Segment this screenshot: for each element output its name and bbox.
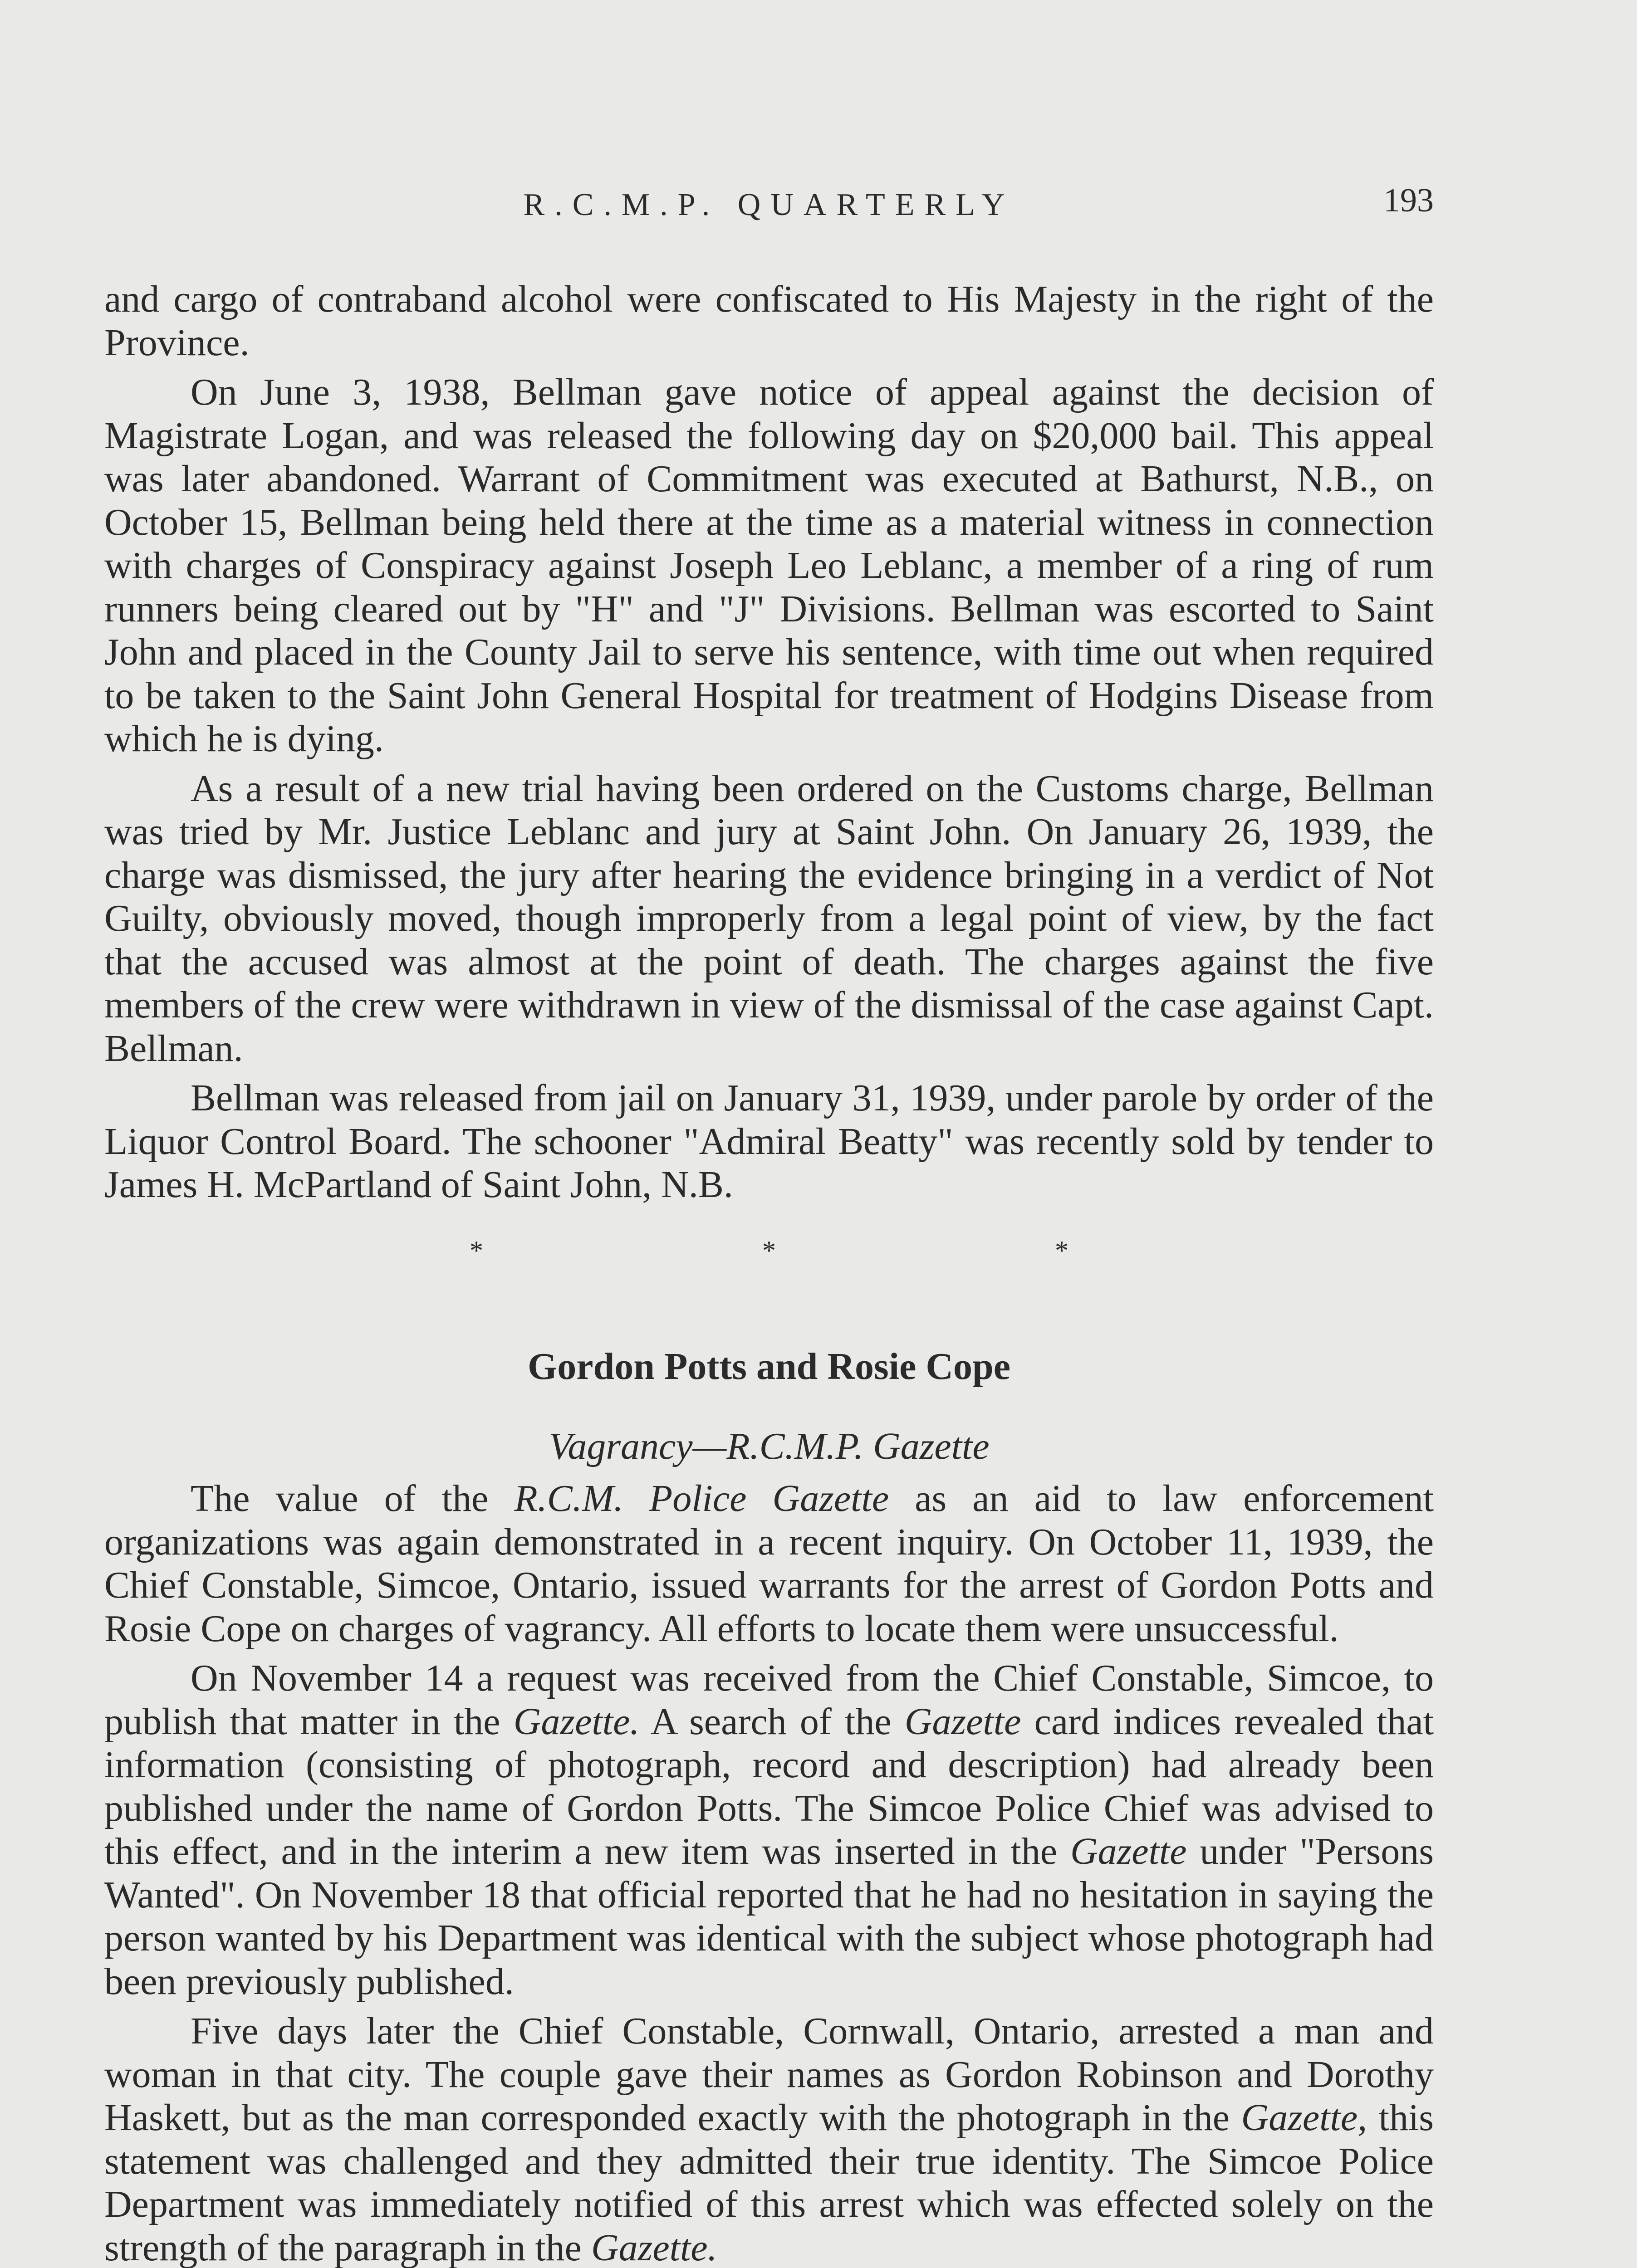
running-title: R.C.M.P. QUARTERLY [523, 187, 1015, 222]
page-header [104, 181, 1434, 231]
paragraph: The value of the R.C.M. Police Gazette as an aid to law enforcement organizations was again demonstrated in a recent inquiry. On October 11, 1939, the Chief Constable, Simcoe, Ontario, issued warrants for the arrest of Gordon Potts and Rosie Cope on charges of vagrancy. All efforts to locate them were unsuccessful. [104, 1477, 1434, 1650]
section-title: Gordon Potts and Rosie Cope [527, 1345, 1011, 1388]
paragraph: and cargo of contraband alcohol were confiscated to His Majesty in the right of the Province. [104, 278, 1434, 364]
paragraph: On November 14 a request was received from the Chief Constable, Simcoe, to publish that matter in the Gazette. A search of the Gazette card indices revealed that information (consisting of photograph, record and description) had already been published under the name of Gordon Potts. The Simcoe Police Chief was advised to this effect, and in the interim a new item was inserted in the Gazette under "Persons Wanted". On November 18 that official reported that he had no hesitation in saying the person wanted by his Department was identical with the subject whose photograph had been previously published. [104, 1657, 1434, 2003]
body-text [104, 278, 1434, 2268]
paragraph: As a result of a new trial having been ordered on the Customs charge, Bellman was tried by Mr. Justice Leblanc and jury at Saint John. On January 26, 1939, the charge was dismissed, the jury after hearing the evidence bringing in a verdict of Not Guilty, obviously moved, though improperly from a legal point of view, by the fact that the accused was almost at the point of death. The charges against the five members of the crew were withdrawn in view of the dismissal of the case against Capt. Bellman. [104, 767, 1434, 1070]
page-number: 193 [1383, 182, 1434, 219]
paragraph: Five days later the Chief Constable, Cornwall, Ontario, arrested a man and woman in that city. The couple gave their names as Gordon Robinson and Dorothy Haskett, but as the man corresponded exactly with the photograph in the Gazette, this statement was challenged and they admitted their true identity. The Simcoe Police Department was immediately notified of this arrest which was effected solely on the strength of the paragraph in the Gazette. [104, 2010, 1434, 2268]
section-subtitle: Vagrancy—R.C.M.P. Gazette [549, 1425, 990, 1467]
section-separator: * * * [470, 1235, 1205, 1266]
paragraph: Bellman was released from jail on January 31, 1939, under parole by order of the Liquor Control Board. The schooner "Admiral Beatty" was recently sold by tender to James H. McPartland of Saint John, N.B. [104, 1077, 1434, 1206]
paragraph: On June 3, 1938, Bellman gave notice of appeal against the decision of Magistrate Logan, and was released the following day on $20,000 bail. This appeal was later abandoned. Warrant of Commitment was executed at Bathurst, N.B., on October 15, Bellman being held there at the time as a material witness in connection with charges of Conspiracy against Joseph Leo Leblanc, a member of a ring of rum runners being cleared out by "H" and "J" Divisions. Bellman was escorted to Saint John and placed in the County Jail to serve his sentence, with time out when required to be taken to the Saint John General Hospital for treatment of Hodgins Disease from which he is dying. [104, 371, 1434, 760]
